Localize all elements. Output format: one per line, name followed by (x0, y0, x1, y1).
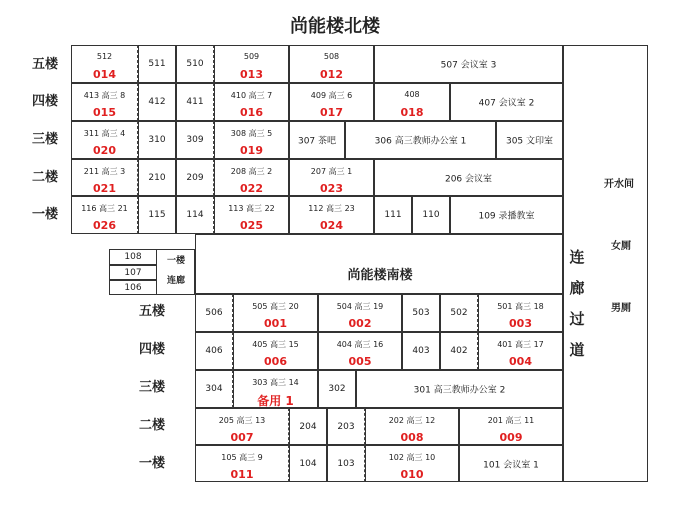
room-number: 310 (148, 135, 166, 145)
room-number: 403 (412, 346, 430, 356)
north-building-title: 尚能楼北楼 (290, 16, 380, 37)
room-number: 309 (186, 135, 204, 145)
room (176, 83, 214, 121)
room-number: 107 (124, 267, 142, 278)
corridor-labels (563, 45, 648, 482)
exam-room-code: 022 (240, 182, 263, 195)
room (233, 370, 318, 408)
exam-room-code: 010 (400, 468, 424, 481)
room (459, 445, 563, 482)
room (356, 370, 563, 408)
room-number: 401 高三 17 (497, 340, 544, 349)
room (214, 45, 289, 83)
room (478, 294, 563, 332)
exam-room-code: 007 (230, 431, 254, 444)
room-number: 508 (323, 52, 340, 61)
corridor-char-2: 廊 (569, 279, 585, 297)
room (402, 332, 440, 370)
room-number: 204 (299, 421, 317, 432)
room (374, 196, 412, 234)
room (195, 445, 289, 482)
room-number: 211 高三 3 (83, 167, 126, 176)
room-number: 106 (124, 282, 142, 293)
room-number: 509 (243, 52, 260, 61)
room (318, 332, 402, 370)
room-number: 410 高三 7 (230, 91, 273, 100)
room-number: 201 高三 11 (487, 416, 535, 425)
room-number: 304 (205, 384, 223, 394)
room (71, 121, 138, 159)
room (374, 83, 450, 121)
room-number: 510 (186, 59, 204, 69)
room (374, 45, 563, 83)
room (496, 121, 563, 159)
room (289, 121, 345, 159)
room (327, 445, 365, 482)
room-number: 411 (186, 97, 204, 107)
exam-room-code: 003 (509, 317, 532, 330)
room (450, 196, 563, 234)
north-floor-4-label: 四楼 (31, 94, 58, 109)
room (109, 249, 157, 265)
room-number: 408 (404, 90, 420, 99)
room (289, 45, 374, 83)
room (195, 294, 233, 332)
room-number: 308 高三 5 (230, 129, 273, 138)
room (71, 159, 138, 196)
exam-room-code: 008 (400, 431, 424, 444)
exam-room-code: 001 (264, 317, 287, 330)
room (176, 121, 214, 159)
room (318, 294, 402, 332)
room-number: 406 (205, 346, 223, 356)
room-number: 503 (412, 308, 430, 318)
room-number: 511 (148, 59, 166, 69)
exam-room-code: 005 (348, 355, 372, 368)
room-number: 504 高三 19 (336, 302, 384, 311)
room (459, 408, 563, 445)
north-floor-5-label: 五楼 (31, 57, 58, 72)
room-number: 402 (450, 346, 468, 356)
exam-room-code: 023 (320, 182, 343, 195)
room-number: 404 高三 16 (336, 340, 384, 349)
room-number: 203 (337, 421, 355, 432)
exam-room-code: 006 (264, 355, 287, 368)
exam-room-code: 013 (240, 68, 263, 81)
south-building-title: 尚能楼南楼 (347, 268, 413, 283)
room (138, 121, 176, 159)
room-number: 311 高三 4 (83, 129, 126, 138)
corridor-char-1: 连 (569, 248, 585, 266)
room (233, 294, 318, 332)
corridor-char-3: 过 (569, 310, 585, 328)
connector-walkway-label: 连廊 (166, 276, 185, 286)
room-number: 102 高三 10 (388, 453, 436, 462)
room (195, 332, 233, 370)
exam-room-code: 002 (348, 317, 372, 330)
room-number: 115 (148, 210, 166, 220)
water-room-label: 开水间 (604, 179, 634, 190)
room (374, 159, 563, 196)
exam-room-code: 016 (240, 106, 263, 119)
room (214, 159, 289, 196)
exam-room-code: 009 (499, 431, 523, 444)
room (478, 332, 563, 370)
room-number: 116 高三 21 (81, 204, 128, 213)
room-number: 409 高三 6 (310, 91, 353, 100)
room-name: 109 录播教室 (478, 211, 535, 222)
room-name: 407 会议室 2 (478, 98, 535, 109)
exam-room-code: 026 (93, 219, 116, 232)
room (176, 159, 214, 196)
north-floor-3-label: 三楼 (31, 132, 58, 147)
exam-room-code: 004 (509, 355, 532, 368)
corridor-char-4: 道 (569, 341, 585, 359)
exam-room-code: 备用 1 (257, 394, 294, 408)
room-number: 113 高三 22 (228, 204, 275, 213)
room-number: 208 高三 2 (230, 167, 273, 176)
room-name: 101 会议室 1 (483, 460, 539, 470)
room-number: 108 (124, 252, 142, 262)
room (402, 294, 440, 332)
room (71, 45, 138, 83)
room (440, 332, 478, 370)
room-number: 302 (328, 384, 346, 394)
north-floor-1-label: 一楼 (31, 207, 58, 222)
room (289, 159, 374, 196)
room (450, 83, 563, 121)
room (176, 196, 214, 234)
exam-room-code: 021 (93, 182, 116, 195)
male-restroom-label: 男厕 (611, 303, 631, 314)
room (412, 196, 450, 234)
room-number: 502 (450, 308, 468, 318)
room (138, 45, 176, 83)
room-number: 205 高三 13 (218, 416, 266, 425)
room (138, 159, 176, 196)
room (214, 121, 289, 159)
room-number: 412 (148, 97, 166, 107)
room (365, 408, 459, 445)
room (71, 83, 138, 121)
exam-room-code: 015 (93, 106, 116, 119)
room (109, 265, 157, 280)
room (71, 196, 138, 234)
room-name: 306 高三教师办公室 1 (374, 136, 467, 147)
room (289, 196, 374, 234)
room (440, 294, 478, 332)
room-name: 301 高三教师办公室 2 (413, 385, 506, 396)
room (289, 408, 327, 445)
south-floor-1-label: 一楼 (138, 456, 165, 471)
room-number: 501 高三 18 (497, 302, 544, 311)
room-number: 105 高三 9 (221, 453, 263, 462)
room-number: 104 (299, 458, 317, 469)
female-restroom-label: 女厕 (611, 241, 631, 252)
room (195, 408, 289, 445)
room-number: 512 (96, 52, 113, 61)
room-number: 207 高三 1 (310, 167, 353, 176)
room-number: 111 (384, 210, 402, 220)
room-number: 202 高三 12 (388, 416, 436, 425)
room-number: 506 (205, 308, 223, 318)
room-number: 413 高三 8 (83, 91, 126, 100)
room (214, 83, 289, 121)
south-floor-5-label: 五楼 (138, 304, 165, 319)
room (345, 121, 496, 159)
room-number: 114 (186, 210, 204, 220)
room-number: 505 高三 20 (252, 302, 299, 311)
exam-room-code: 011 (230, 468, 254, 481)
room (289, 445, 327, 482)
room-name: 206 会议室 (444, 174, 493, 184)
exam-room-code: 017 (320, 106, 343, 119)
room-number: 209 (186, 172, 204, 183)
north-floor-2-label: 二楼 (31, 170, 58, 185)
room-name: 305 文印室 (505, 136, 554, 147)
room (176, 45, 214, 83)
south-floor-3-label: 三楼 (138, 380, 165, 395)
exam-room-code: 014 (93, 68, 116, 81)
room (233, 332, 318, 370)
exam-room-code: 019 (240, 144, 263, 157)
room-number: 110 (422, 210, 440, 220)
south-floor-2-label: 二楼 (138, 418, 165, 433)
room (138, 196, 176, 234)
room-name: 507 会议室 3 (440, 60, 497, 71)
room-number: 303 高三 14 (252, 378, 299, 387)
exam-room-code: 020 (93, 144, 116, 157)
room (365, 445, 459, 482)
room (327, 408, 365, 445)
exam-room-code: 025 (240, 219, 263, 232)
room-number: 405 高三 15 (252, 340, 299, 349)
room (318, 370, 356, 408)
room (195, 370, 233, 408)
room (214, 196, 289, 234)
room (138, 83, 176, 121)
room (109, 280, 157, 295)
exam-room-code: 018 (400, 106, 424, 119)
room (289, 83, 374, 121)
connector-floor-label: 一楼 (166, 256, 185, 266)
room-number: 103 (337, 458, 355, 469)
exam-room-code: 024 (320, 219, 343, 232)
exam-room-code: 012 (320, 68, 343, 81)
room-number: 112 高三 23 (308, 204, 355, 213)
south-floor-4-label: 四楼 (138, 342, 165, 357)
room-name: 307 茶吧 (297, 136, 337, 147)
room-number: 210 (148, 172, 166, 183)
